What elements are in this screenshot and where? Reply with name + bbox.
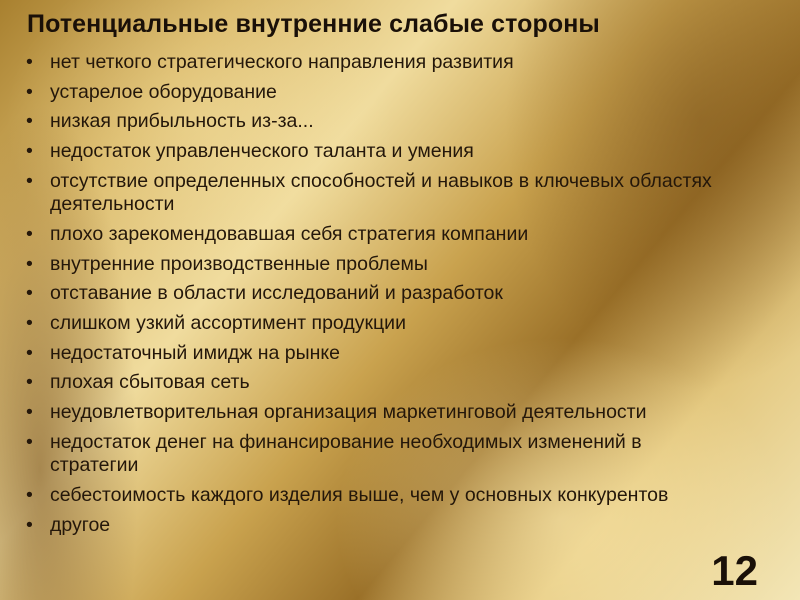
list-item xyxy=(24,342,724,366)
list-item xyxy=(24,401,724,425)
list-item xyxy=(24,140,724,164)
bullet-icon: • xyxy=(26,341,33,364)
list-item xyxy=(24,431,724,478)
list-item xyxy=(24,51,724,75)
list-item-text: низкая прибыльность из-за... xyxy=(50,110,314,133)
list-item-text: плохая сбытовая сеть xyxy=(50,371,250,394)
bullet-icon: • xyxy=(26,222,33,245)
bullet-icon: • xyxy=(26,401,33,424)
list-item xyxy=(24,371,724,395)
list-item xyxy=(24,312,724,336)
list-item-text: другое xyxy=(50,513,111,536)
list-item-text: отсутствие определенных способностей и навыков в ключевых областях деятельности xyxy=(50,169,712,216)
list-item xyxy=(24,110,724,134)
list-item-text: слишком узкий ассортимент продукции xyxy=(50,312,406,334)
bullet-icon: • xyxy=(26,140,33,163)
list-item-text: недостаток денег на финансирование необходимых изменений в стратегии xyxy=(50,430,642,477)
list-item-text: себестоимость каждого изделия выше, чем у основных конкурентов xyxy=(50,483,669,506)
list-item-text: неудовлетворительная организация маркетинговой деятельности xyxy=(50,401,647,424)
list-item-text: устарелое оборудование xyxy=(50,80,277,103)
bullet-icon: • xyxy=(26,312,33,334)
bullet-icon: • xyxy=(26,430,33,453)
list-item-text: плохо зарекомендовавшая себя стратегия компании xyxy=(50,222,529,245)
list-item xyxy=(24,81,724,105)
slide-title: Потенциальные внутренние слабые стороны xyxy=(27,10,600,38)
list-item xyxy=(24,484,724,508)
bullet-icon: • xyxy=(26,169,33,192)
list-item-text: нет четкого стратегического направления развития xyxy=(50,51,514,73)
bullet-icon: • xyxy=(26,371,33,394)
list-item-text: недостаточный имидж на рынке xyxy=(50,341,340,364)
list-item xyxy=(24,253,724,277)
list-item-text: недостаток управленческого таланта и умения xyxy=(50,140,474,163)
weaknesses-list xyxy=(24,51,724,543)
list-item xyxy=(24,282,724,306)
list-item xyxy=(24,223,724,247)
bullet-icon: • xyxy=(26,282,33,305)
bullet-icon: • xyxy=(26,51,33,73)
list-item-text: внутренние производственные проблемы xyxy=(50,252,428,275)
list-item xyxy=(24,170,724,217)
bullet-icon: • xyxy=(26,252,33,275)
bullet-icon: • xyxy=(26,110,33,133)
bullet-icon: • xyxy=(26,483,33,506)
list-item-text: отставание в области исследований и разработок xyxy=(50,282,503,305)
bullet-icon: • xyxy=(26,513,33,536)
bullet-icon: • xyxy=(26,80,33,103)
page-number: 12 xyxy=(711,547,758,594)
list-item xyxy=(24,514,724,538)
